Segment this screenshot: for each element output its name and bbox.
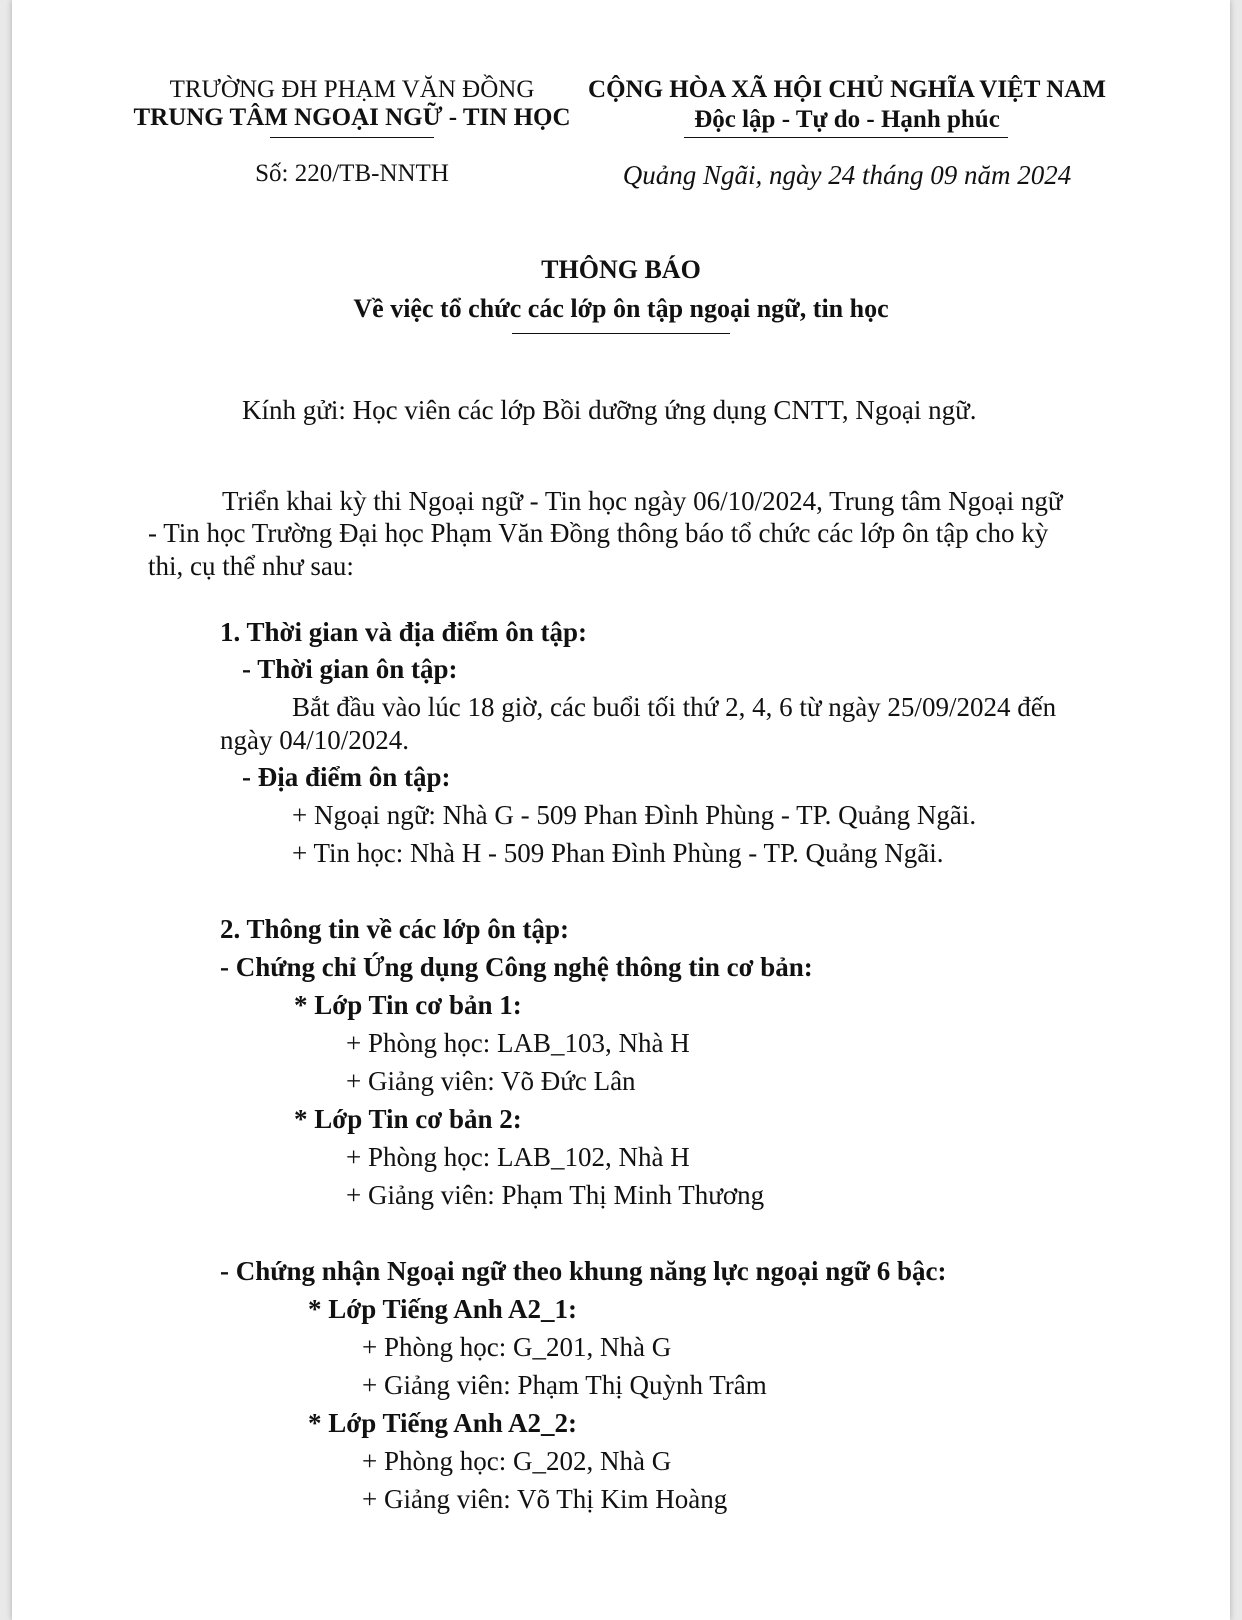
intro-line-3: thi, cụ thể như sau: — [148, 551, 354, 581]
time-heading: - Thời gian ôn tập: — [242, 654, 458, 684]
class-room: + Phòng học: G_201, Nhà G — [362, 1332, 672, 1362]
document-number: Số: 220/TB-NNTH — [255, 160, 449, 187]
class-teacher: + Giảng viên: Phạm Thị Minh Thương — [346, 1180, 765, 1210]
document-subtitle: Về việc tổ chức các lớp ôn tập ngoại ngữ, tin học — [353, 294, 889, 323]
language-certificate-heading: - Chứng nhận Ngoại ngữ theo khung năng lực ngoại ngữ 6 bậc: — [220, 1256, 947, 1286]
class-name: * Lớp Tin cơ bản 2: — [294, 1104, 522, 1134]
intro-line-1: Triển khai kỳ thi Ngoại ngữ - Tin học ngày 06/10/2024, Trung tâm Ngoại ngữ — [222, 486, 1063, 516]
class-name: * Lớp Tiếng Anh A2_1: — [308, 1294, 578, 1324]
place-date: Quảng Ngãi, ngày 24 tháng 09 năm 2024 — [622, 160, 1072, 190]
class-room: + Phòng học: LAB_103, Nhà H — [346, 1028, 690, 1058]
class-room: + Phòng học: G_202, Nhà G — [362, 1446, 672, 1476]
place-heading: - Địa điểm ôn tập: — [242, 762, 451, 792]
country-name: CỘNG HÒA XÃ HỘI CHỦ NGHĨA VIỆT NAM — [588, 76, 1106, 103]
class-name: * Lớp Tin cơ bản 1: — [294, 990, 522, 1020]
intro-line-2: - Tin học Trường Đại học Phạm Văn Đồng thông báo tổ chức các lớp ôn tập cho kỳ — [148, 518, 1049, 548]
recipient-line: Kính gửi: Học viên các lớp Bồi dưỡng ứng dụng CNTT, Ngoại ngữ. — [242, 395, 977, 425]
org-underline — [270, 137, 434, 138]
section-2-heading: 2. Thông tin về các lớp ôn tập: — [220, 914, 569, 944]
title-underline — [512, 333, 730, 334]
time-line-2: ngày 04/10/2024. — [220, 725, 409, 755]
section-1-heading: 1. Thời gian và địa điểm ôn tập: — [220, 617, 588, 647]
class-teacher: + Giảng viên: Võ Đức Lân — [346, 1066, 636, 1096]
org-name: TRUNG TÂM NGOẠI NGỮ - TIN HỌC — [133, 104, 571, 131]
it-certificate-heading: - Chứng chỉ Ứng dụng Công nghệ thông tin cơ bản: — [220, 952, 813, 982]
class-name: * Lớp Tiếng Anh A2_2: — [308, 1408, 578, 1438]
motto-underline — [684, 137, 1008, 138]
document-page — [12, 0, 1230, 1620]
place-foreign-language: + Ngoại ngữ: Nhà G - 509 Phan Đình Phùng - TP. Quảng Ngãi. — [292, 800, 977, 830]
class-room: + Phòng học: LAB_102, Nhà H — [346, 1142, 690, 1172]
class-teacher: + Giảng viên: Võ Thị Kim Hoàng — [362, 1484, 728, 1514]
document-title: THÔNG BÁO — [541, 255, 701, 284]
time-line-1: Bắt đầu vào lúc 18 giờ, các buổi tối thứ 2, 4, 6 từ ngày 25/09/2024 đến — [292, 692, 1057, 722]
org-parent-name: TRƯỜNG ĐH PHẠM VĂN ĐỒNG — [169, 76, 535, 103]
country-motto: Độc lập - Tự do - Hạnh phúc — [694, 106, 1000, 133]
place-it: + Tin học: Nhà H - 509 Phan Đình Phùng - TP. Quảng Ngãi. — [292, 838, 944, 868]
class-teacher: + Giảng viên: Phạm Thị Quỳnh Trâm — [362, 1370, 767, 1400]
